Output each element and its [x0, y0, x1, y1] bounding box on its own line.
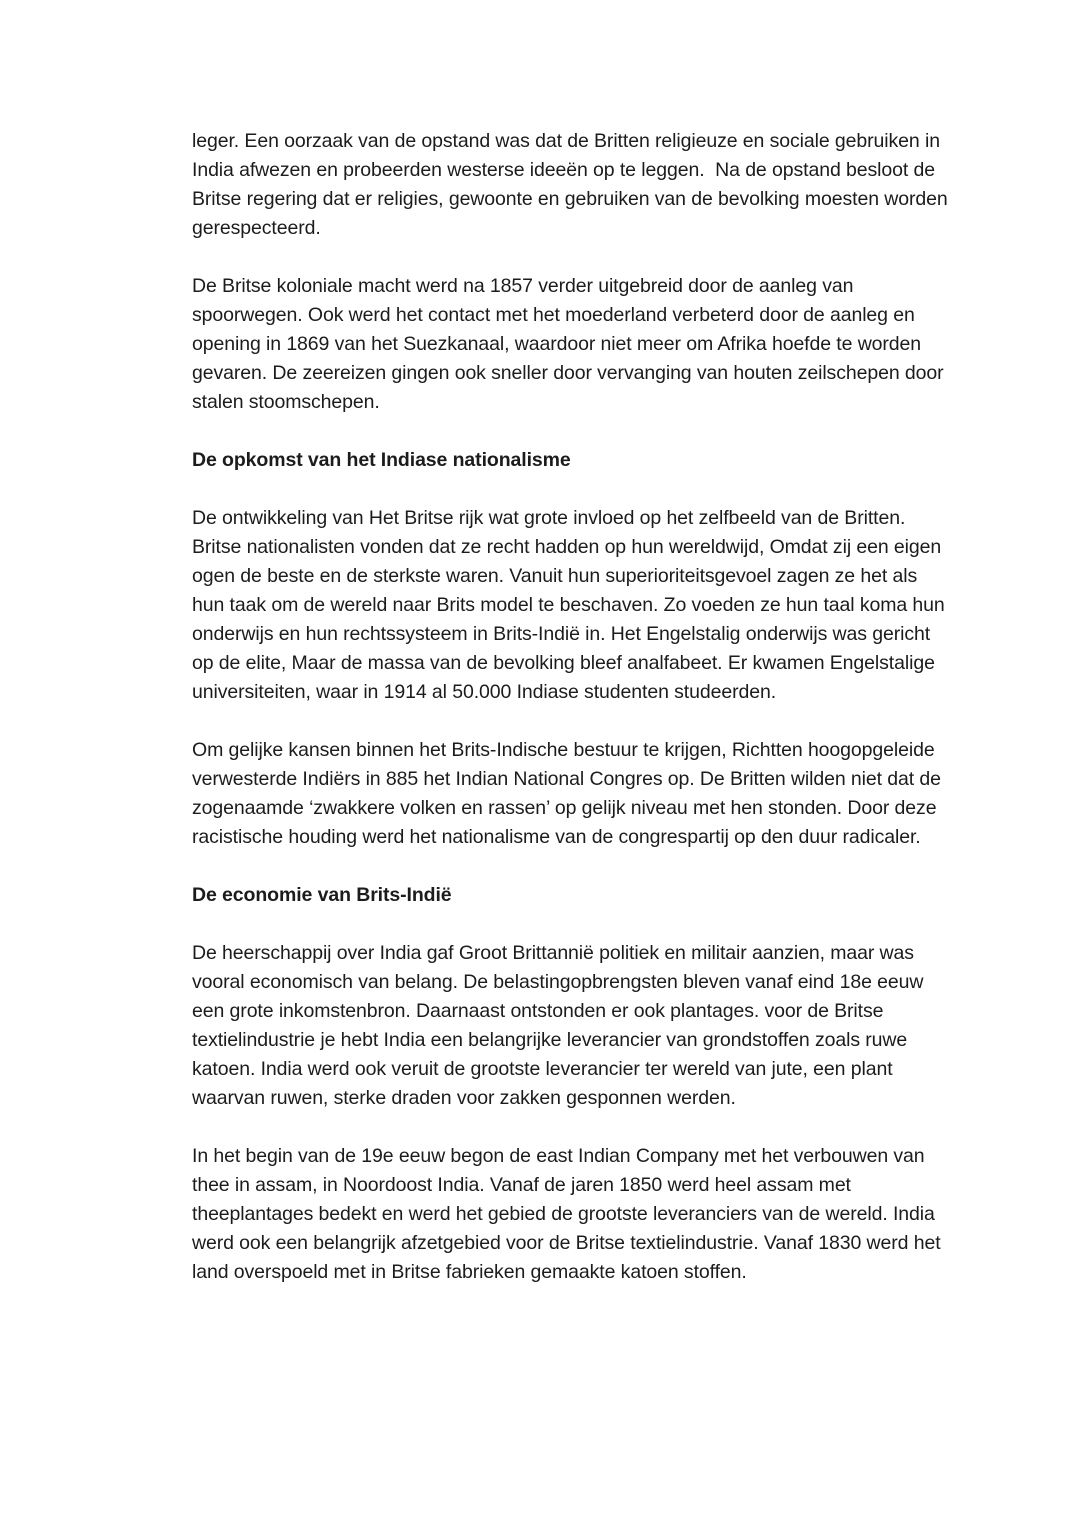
paragraph: In het begin van de 19e eeuw begon de east Indian Company met het verbouwen van thee in assam, in Noordoost India. Vanaf de jaren 1850 werd heel assam met theeplantages bedekt en werd het gebied de grootste leveranciers van de wereld. India werd ook een belangrijk afzetgebied voor de Britse textielindustrie. Vanaf 1830 werd het land overspoeld met in Britse fabrieken gemaakte katoen stoffen.	[192, 1145, 946, 1283]
section-heading: De opkomst van het Indiase nationalisme	[192, 449, 571, 471]
paragraph: leger. Een oorzaak van de opstand was dat de Britten religieuze en sociale gebruiken in India afwezen en probeerden westerse ideeën op te leggen. Na de opstand besloot de Britse regering dat er religies, gewoonte en gebruiken van de bevolking moesten worden gerespecteerd.	[192, 130, 953, 239]
paragraph: De Britse koloniale macht werd na 1857 verder uitgebreid door de aanleg van spoorwegen. Ook werd het contact met het moederland verbeterd door de aanleg en opening in 1869 van het Suezkanaal, waardoor niet meer om Afrika hoefde te worden gevaren. De zeereizen gingen ook sneller door vervanging van houten zeilschepen door stalen stoomschepen.	[192, 275, 949, 413]
section-heading: De economie van Brits-Indië	[192, 884, 452, 906]
paragraph: Om gelijke kansen binnen het Brits-Indische bestuur te krijgen, Richtten hoogopgeleide verwesterde Indiërs in 885 het Indian National Congres op. De Britten wilden niet dat de zogenaamde ‘zwakkere volken en rassen’ op gelijk niveau met hen stonden. Door deze racistische houding werd het nationalisme van de congrespartij op den duur radicaler.	[192, 739, 947, 848]
paragraph: De heerschappij over India gaf Groot Brittannië politiek en militair aanzien, maar was vooral economisch van belang. De belastingopbrengsten bleven vanaf eind 18e eeuw een grote inkomstenbron. Daarnaast ontstonden er ook plantages. voor de Britse textielindustrie je hebt India een belangrijke leverancier van grondstoffen zoals ruwe katoen. India werd ook veruit de grootste leverancier ter wereld van jute, een plant waarvan ruwen, sterke draden voor zakken gesponnen werden.	[192, 942, 929, 1109]
document-body	[192, 127, 953, 1316]
paragraph: De ontwikkeling van Het Britse rijk wat grote invloed op het zelfbeeld van de Britten. Britse nationalisten vonden dat ze recht hadden op hun wereldwijd, Omdat zij een eigen ogen de beste en de sterkste waren. Vanuit hun superioriteitsgevoel zagen ze het als hun taak om de wereld naar Brits model te beschaven. Zo voeden ze hun taal koma hun onderwijs en hun rechtssysteem in Brits-Indië in. Het Engelstalig onderwijs was gericht op de elite, Maar de massa van de bevolking bleef analfabeet. Er kwamen Engelstalige universiteiten, waar in 1914 al 50.000 Indiase studenten studeerden.	[192, 507, 950, 703]
